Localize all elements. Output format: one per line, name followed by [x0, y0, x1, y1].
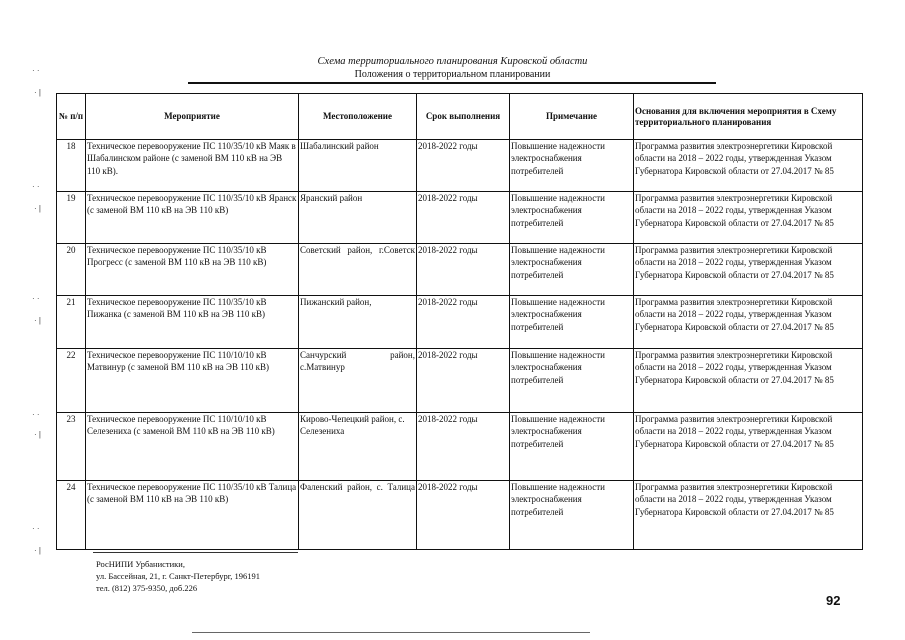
table-row: [57, 140, 863, 192]
row-location: Яранский район: [299, 192, 417, 244]
table-header-row: [57, 94, 863, 140]
row-location: Кирово-Чепецкий район, с. Селезениха: [299, 413, 417, 481]
margin-mark: · |: [34, 546, 41, 555]
row-note: Повышение надежности электроснабжения потребителей: [510, 140, 634, 192]
table-row: [57, 349, 863, 413]
row-note: Повышение надежности электроснабжения потребителей: [510, 413, 634, 481]
row-note: Повышение надежности электроснабжения потребителей: [510, 244, 634, 296]
table-row: [57, 413, 863, 481]
margin-mark: · |: [34, 88, 41, 97]
row-number: 20: [57, 244, 86, 296]
row-note: Повышение надежности электроснабжения потребителей: [510, 349, 634, 413]
row-term: 2018-2022 годы: [417, 140, 510, 192]
row-event: Техническое перевооружение ПС 110/10/10 кВ Матвинур (с заменой ВМ 110 кВ на ЭВ 110 кВ): [86, 349, 299, 413]
row-term: 2018-2022 годы: [417, 296, 510, 349]
row-location: Шабалинский район: [299, 140, 417, 192]
margin-mark: · ·: [32, 182, 40, 191]
footer-address: ул. Бассейная, 21, г. Санкт-Петербург, 196191: [96, 571, 260, 581]
table-row: [57, 481, 863, 550]
col-header-note: Примечание: [510, 94, 634, 140]
footer-rule: [93, 552, 298, 553]
row-event: Техническое перевооружение ПС 110/35/10 кВ Маяк в Шабалинском районе (с заменой ВМ 110 кВ на ЭВ 110 кВ).: [86, 140, 299, 192]
row-term: 2018-2022 годы: [417, 413, 510, 481]
row-location: Фаленский район, с. Талица: [299, 481, 417, 550]
row-basis: Программа развития электроэнергетики Кировской области на 2018 – 2022 годы, утвержденная Указом Губернатора Кировской области от 27.04.2017 № 85: [634, 481, 863, 550]
row-term: 2018-2022 годы: [417, 244, 510, 296]
row-basis: Программа развития электроэнергетики Кировской области на 2018 – 2022 годы, утвержденная Указом Губернатора Кировской области от 27.04.2017 № 85: [634, 192, 863, 244]
col-header-location: Местоположение: [299, 94, 417, 140]
row-basis: Программа развития электроэнергетики Кировской области на 2018 – 2022 годы, утвержденная Указом Губернатора Кировской области от 27.04.2017 № 85: [634, 296, 863, 349]
row-note: Повышение надежности электроснабжения потребителей: [510, 481, 634, 550]
footer-phone: тел. (812) 375-9350, доб.226: [96, 583, 198, 593]
table-row: [57, 244, 863, 296]
row-basis: Программа развития электроэнергетики Кировской области на 2018 – 2022 годы, утвержденная Указом Губернатора Кировской области от 27.04.2017 № 85: [634, 413, 863, 481]
margin-mark: · ·: [32, 294, 40, 303]
row-location: Советский район, г.Советск: [299, 244, 417, 296]
measures-table: [56, 93, 863, 550]
table-row: [57, 296, 863, 349]
row-location: Санчурский район, с.Матвинур: [299, 349, 417, 413]
row-event: Техническое перевооружение ПС 110/10/10 кВ Селезениха (с заменой ВМ 110 кВ на ЭВ 110 кВ): [86, 413, 299, 481]
row-number: 18: [57, 140, 86, 192]
col-header-event: Мероприятие: [86, 94, 299, 140]
header-rule: [188, 82, 716, 84]
margin-mark: · ·: [32, 66, 40, 75]
col-header-number: № п/п: [57, 94, 86, 140]
page-number: 92: [826, 593, 841, 608]
row-number: 21: [57, 296, 86, 349]
margin-mark: · |: [34, 204, 41, 213]
col-header-term: Срок выполнения: [417, 94, 510, 140]
row-basis: Программа развития электроэнергетики Кировской области на 2018 – 2022 годы, утвержденная Указом Губернатора Кировской области от 27.04.2017 № 85: [634, 349, 863, 413]
row-basis: Программа развития электроэнергетики Кировской области на 2018 – 2022 годы, утвержденная Указом Губернатора Кировской области от 27.04.2017 № 85: [634, 140, 863, 192]
row-number: 22: [57, 349, 86, 413]
row-note: Повышение надежности электроснабжения потребителей: [510, 192, 634, 244]
document-subtitle: Положения о территориальном планировании: [354, 69, 551, 80]
row-event: Техническое перевооружение ПС 110/35/10 кВ Яранск (с заменой ВМ 110 кВ на ЭВ 110 кВ): [86, 192, 299, 244]
margin-mark: · |: [34, 430, 41, 439]
document-title: Схема территориального планирования Кировской области: [317, 56, 588, 67]
row-basis: Программа развития электроэнергетики Кировской области на 2018 – 2022 годы, утвержденная Указом Губернатора Кировской области от 27.04.2017 № 85: [634, 244, 863, 296]
footer-organization: РосНИПИ Урбанистики,: [96, 559, 185, 569]
row-number: 19: [57, 192, 86, 244]
row-number: 23: [57, 413, 86, 481]
margin-mark: · |: [34, 316, 41, 325]
row-term: 2018-2022 годы: [417, 192, 510, 244]
table-row: [57, 192, 863, 244]
col-header-basis: Основания для включения мероприятия в Схему территориального планирования: [634, 94, 863, 140]
row-event: Техническое перевооружение ПС 110/35/10 кВ Прогресс (с заменой ВМ 110 кВ на ЭВ 110 кВ): [86, 244, 299, 296]
row-location: Пижанский район,: [299, 296, 417, 349]
row-term: 2018-2022 годы: [417, 481, 510, 550]
row-note: Повышение надежности электроснабжения потребителей: [510, 296, 634, 349]
row-number: 24: [57, 481, 86, 550]
row-term: 2018-2022 годы: [417, 349, 510, 413]
bottom-rule: [192, 632, 590, 633]
row-event: Техническое перевооружение ПС 110/35/10 кВ Пижанка (с заменой ВМ 110 кВ на ЭВ 110 кВ): [86, 296, 299, 349]
margin-mark: · ·: [32, 410, 40, 419]
margin-mark: · ·: [32, 524, 40, 533]
row-event: Техническое перевооружение ПС 110/35/10 кВ Талица (с заменой ВМ 110 кВ на ЭВ 110 кВ): [86, 481, 299, 550]
